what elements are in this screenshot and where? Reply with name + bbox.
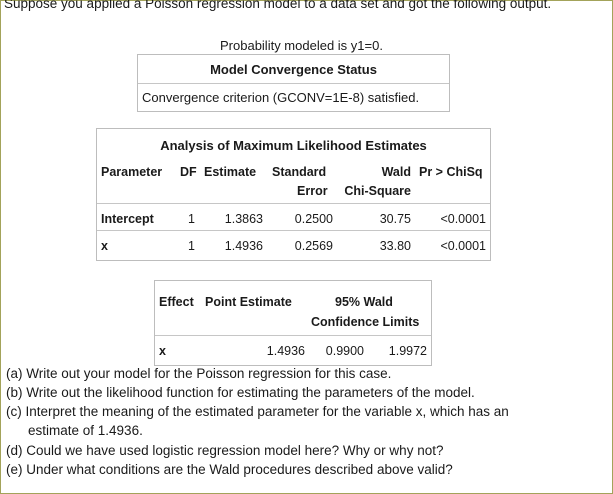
mle-table-title: Analysis of Maximum Likelihood Estimates: [160, 138, 427, 153]
header-chi-square: Chi-Square: [344, 184, 411, 198]
header-wald-ci: 95% Wald: [335, 295, 393, 309]
question-a: (a) Write out your model for the Poisson regression for this case.: [6, 366, 392, 381]
row-parameter: Intercept: [101, 212, 154, 226]
question-c: (c) Interpret the meaning of the estimated parameter for the variable x, which has an: [6, 404, 509, 419]
header-effect: Effect: [159, 295, 194, 309]
row-parameter: x: [101, 239, 108, 253]
row-estimate: 1.3863: [224, 212, 263, 226]
intro-text: Suppose you applied a Poisson regression model to a data set and got the following output.: [4, 0, 552, 11]
row-effect: x: [159, 344, 166, 358]
row-p-value: <0.0001: [440, 212, 486, 226]
row-wald-chi-square: 33.80: [379, 239, 411, 253]
convergence-divider: [138, 83, 449, 84]
row-upper-limit: 1.9972: [388, 344, 427, 358]
row-point-estimate: 1.4936: [266, 344, 305, 358]
header-point-estimate: Point Estimate: [205, 295, 292, 309]
header-confidence-limits: Confidence Limits: [311, 315, 420, 329]
row-lower-limit: 0.9900: [325, 344, 364, 358]
header-p-value: Pr > ChiSq: [419, 165, 483, 179]
header-parameter: Parameter: [101, 165, 163, 179]
row-p-value: <0.0001: [440, 239, 486, 253]
row-wald-chi-square: 30.75: [379, 212, 411, 226]
row-df: 1: [188, 239, 195, 253]
mle-table: [96, 128, 491, 261]
header-df: DF: [180, 165, 197, 179]
mle-header-divider: [97, 203, 490, 204]
convergence-title: Model Convergence Status: [210, 62, 377, 77]
row-estimate: 1.4936: [224, 239, 263, 253]
mle-row-divider: [97, 230, 490, 231]
convergence-message: Convergence criterion (GCONV=1E-8) satisfied.: [142, 90, 420, 105]
header-error: Error: [297, 184, 328, 198]
question-e: (e) Under what conditions are the Wald procedures described above valid?: [6, 462, 453, 477]
convergence-status-box: [137, 54, 450, 112]
header-standard: Standard: [272, 165, 327, 179]
question-c-continued: estimate of 1.4936.: [28, 423, 143, 438]
probability-modeled: Probability modeled is y1=0.: [220, 38, 383, 53]
row-standard-error: 0.2569: [294, 239, 333, 253]
row-standard-error: 0.2500: [294, 212, 333, 226]
header-estimate: Estimate: [204, 165, 257, 179]
header-wald: Wald: [381, 165, 411, 179]
question-b: (b) Write out the likelihood function for estimating the parameters of the model.: [6, 385, 475, 400]
question-d: (d) Could we have used logistic regression model here? Why or why not?: [6, 443, 444, 458]
effect-header-divider: [155, 335, 431, 336]
row-df: 1: [188, 212, 195, 226]
effect-table: [154, 280, 432, 366]
